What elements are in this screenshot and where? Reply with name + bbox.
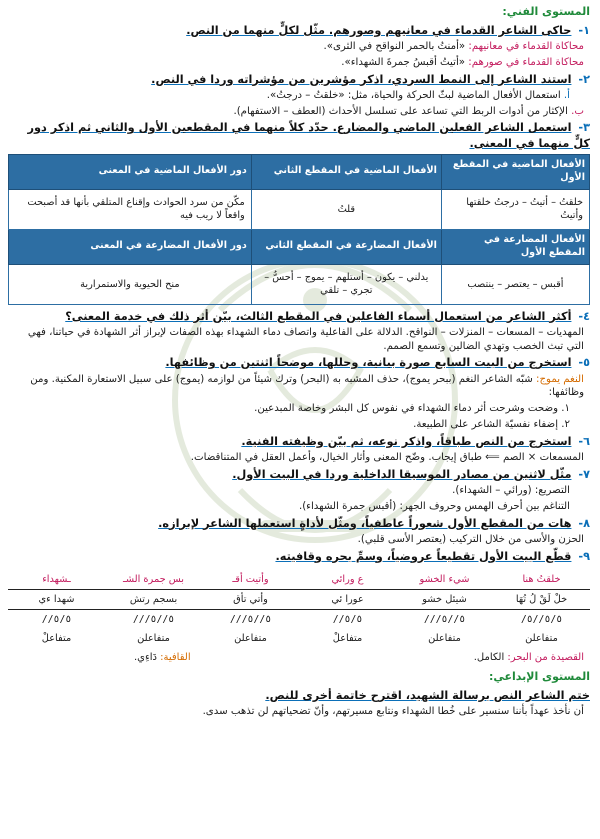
answer-1a (8, 40, 590, 54)
verbs-table (8, 154, 590, 305)
table-header: الأفعال الماضية في المقطع الثاني (251, 154, 441, 189)
answer-text: «أتيتُ أقبسُ جمرةَ الشهداء». (341, 56, 466, 68)
table-cell: قلتُ (251, 189, 441, 229)
meter-foot: متفاعلن (525, 633, 558, 645)
prosodic-writing: شهدا ءي (8, 590, 105, 610)
verse-segment: شيء الخشو (396, 570, 493, 590)
question-text: ختم الشاعر النص برسالة الشهيد، اقترح خاتمة أخرى للنص. (265, 689, 590, 703)
answer-5-function-2: ٢. إضفاء نفسيّة الشاعر على الطبيعة. (413, 418, 570, 430)
question-text: مثّل لاثنين من مصادر الموسيقا الداخلية وردا في البيت الأول. (232, 467, 572, 481)
answer-5 (8, 373, 590, 401)
verse-segment: ـشهداء (8, 570, 105, 590)
question-1 (8, 23, 590, 38)
question-number: ٣- (578, 121, 590, 135)
question-number: ٦- (578, 434, 590, 448)
table-header: دور الأفعال المضارعة في المعنى (9, 229, 252, 264)
meter-foot: متفاعلْ (332, 633, 363, 645)
prosodic-writing: شيئل خشو (396, 590, 493, 610)
meter-info (8, 651, 590, 665)
question-text: استند الشاعر إلى النمط السردي، اذكر مؤشرين من مؤشراته وردا في النص. (151, 72, 572, 86)
question-8 (8, 516, 590, 531)
answer-4: المهديات – المسعات – المنزلات – النواقح. الدلالة على الفاعلية واتصاف دماء الشهداء بهذه الصفات لإبراز أثر الشهادة في حياتنا، فهي التي تبث الخصب وتهدي الضالين وتسمع الصمم. (27, 326, 584, 352)
level-creative-heading: المستوى الإبداعي: (488, 670, 590, 684)
scansion-marks: ٥/٥// (332, 614, 363, 626)
table-cell: خلقتُ – أتيتُ – درجتُ خلقتها وأتيتُ (441, 189, 589, 229)
question-number: ١- (578, 23, 590, 37)
answer-text: استعمال الأفعال الماضية لبثّ الحركة والحياة، مثل: «خلقتُ – درجتُ». (266, 89, 561, 101)
question-number: ٩- (578, 549, 590, 563)
scansion-marks: ٥/٥// (41, 614, 72, 626)
question-number: ٢- (578, 72, 590, 86)
question-number: ٧- (578, 467, 590, 481)
question-text: هات من المقطع الأول شعوراً عاطفياً، ومثّل لأداةٍ استعملها الشاعر لإبرازه. (158, 516, 572, 530)
question-2 (8, 72, 590, 87)
question-4 (8, 309, 590, 324)
table-header: دور الأفعال الماضية في المعنى (9, 154, 252, 189)
question-9 (8, 549, 590, 564)
answer-label: النغم يموج: (536, 373, 584, 385)
table-header: الأفعال المضارعة في المقطع الثاني (251, 229, 441, 264)
answer-10: أن نأخذ عهداً بأننا سنسير على خُطا الشهداء ونتابع مسيرتهم، وأنّ تضحياتهم لن تذهب سدى. (202, 706, 584, 718)
meter-value: الكامل. (473, 651, 505, 663)
table-cell: منح الحيوية والاستمرارية (9, 264, 252, 304)
question-text: استخرج من البيت السابع صورة بيانية، وحللها، موضحاً اثنتين من وظائفها. (165, 356, 572, 370)
table-header: الأفعال المضارعة في المقطع الأول (441, 229, 589, 264)
table-cell: أقبس – يعتصر – ينتصب (441, 264, 589, 304)
prosodic-writing: خلْ لَقْ لُ تُهَا (493, 590, 590, 610)
answer-6: المسمعات × الصم ⟸ طباق إيجاب. وضّح المعنى وأثار الخيال، وأعمل العقل في المتناقضات. (190, 452, 584, 463)
verse-segment: خلقتُ هنا (493, 570, 590, 590)
prosodic-writing: عورا ئي (299, 590, 396, 610)
question-text: أكثر الشاعر من استعمال أسماء الفاعلين في المقطع الثالث، بيّن أثر ذلك في خدمة المعنى؟ (65, 309, 572, 323)
meter-foot: متفاعلْ (41, 633, 72, 645)
question-10 (8, 688, 590, 703)
meter-foot: متفاعلن (428, 633, 461, 645)
scansion-marks: ٥//٥/// (132, 614, 175, 626)
table-cell: يدلني – يكون – أستلهم – يموج – أحسُّ – تجري – تلقي (251, 264, 441, 304)
question-text: استخرج من النص طباقاً، واذكر نوعه، ثم بيّن وظيفته الفنية. (241, 434, 572, 448)
question-text: قطّع البيت الأول تقطيعاً عروضياً، وسمِّ بحره وقافيته. (275, 549, 572, 563)
prosodic-writing: وأتي تأق (202, 590, 299, 610)
question-text: حاكى الشاعر القدماء في معانيهم وصورهم. مثّل لكلٍّ منهما من النص. (186, 23, 572, 37)
answer-8: الحزن والأسى من خلال التركيب (يعتصر الأسى قلبي). (357, 533, 584, 545)
verse-segment: وأتيت أقـ (202, 570, 299, 590)
question-5 (8, 355, 590, 370)
rhyme-info (134, 651, 191, 665)
answer-2b (8, 105, 590, 119)
answer-text: «أمنتُ بالحمر النواقح في الثرى». (323, 41, 466, 53)
answer-7a: التصريع: (ورائي – الشهداء). (452, 485, 570, 497)
prosody-table (8, 570, 590, 649)
question-7 (8, 467, 590, 482)
answer-2a (8, 89, 590, 103)
meter-label: القصيدة من البحر: (507, 651, 584, 663)
answer-label: محاكاة القدماء في معانيهم: (468, 41, 584, 53)
question-3 (8, 120, 590, 151)
meter-foot: متفاعلن (137, 633, 170, 645)
verse-segment: ع ورائي (299, 570, 396, 590)
answer-1b (8, 56, 590, 70)
question-number: ٤- (578, 309, 590, 323)
answer-text: الإكثار من أدوات الربط التي تساعد على تسلسل الأحداث (العطف – الاستفهام). (233, 105, 568, 117)
question-text: استعمل الشاعر الفعلين الماضي والمضارع. حدّد كلاً منهما في المقطعين الأول والثاني ثم اذكر دور كلٍّ منهما في المعنى. (27, 121, 590, 150)
rhyme-value: دَاءِي. (134, 651, 157, 663)
meter-foot: متفاعلن (234, 633, 267, 645)
answer-7b: التناغم بين أحرف الهمس وحروف الجهر: (أقبس جمرة الشهداء). (298, 500, 570, 512)
question-number: ٨- (578, 516, 590, 530)
meter-name (474, 651, 584, 665)
prosodic-writing: بسجم رتش (105, 590, 202, 610)
question-6 (8, 434, 590, 449)
verse-segment: بس جمرة الشـ (105, 570, 202, 590)
table-cell: مكّن من سرد الحوادث وإقناع المتلقي بأنها قد أصبحت واقعاً لا ريب فيه (9, 189, 252, 229)
scansion-marks: ٥//٥/// (423, 614, 466, 626)
scansion-marks: ٥/٥//٥/ (520, 614, 563, 626)
rhyme-label: القافية: (160, 651, 191, 663)
answer-text: شبّه الشاعر النغم (ببحر يموج)، حذف المشبه به (البحر) وترك شيئاً من لوازمه (يموج) على سبيل الاستعارة المكنية. ومن وظائفها: (30, 373, 584, 399)
answer-label: محاكاة القدماء في صورهم: (468, 56, 584, 68)
table-header: الأفعال الماضية في المقطع الأول (441, 154, 589, 189)
level-technical-heading: المستوى الفني: (502, 5, 590, 18)
question-number: ٥- (578, 356, 590, 370)
answer-label: ب. (571, 105, 584, 117)
answer-label: أ. (563, 89, 570, 101)
answer-5-function-1: ١. وضحت وشرحت أثر دماء الشهداء في نفوس كل البشر وخاصة المبدعين. (254, 403, 570, 415)
scansion-marks: ٥//٥/// (229, 614, 272, 626)
